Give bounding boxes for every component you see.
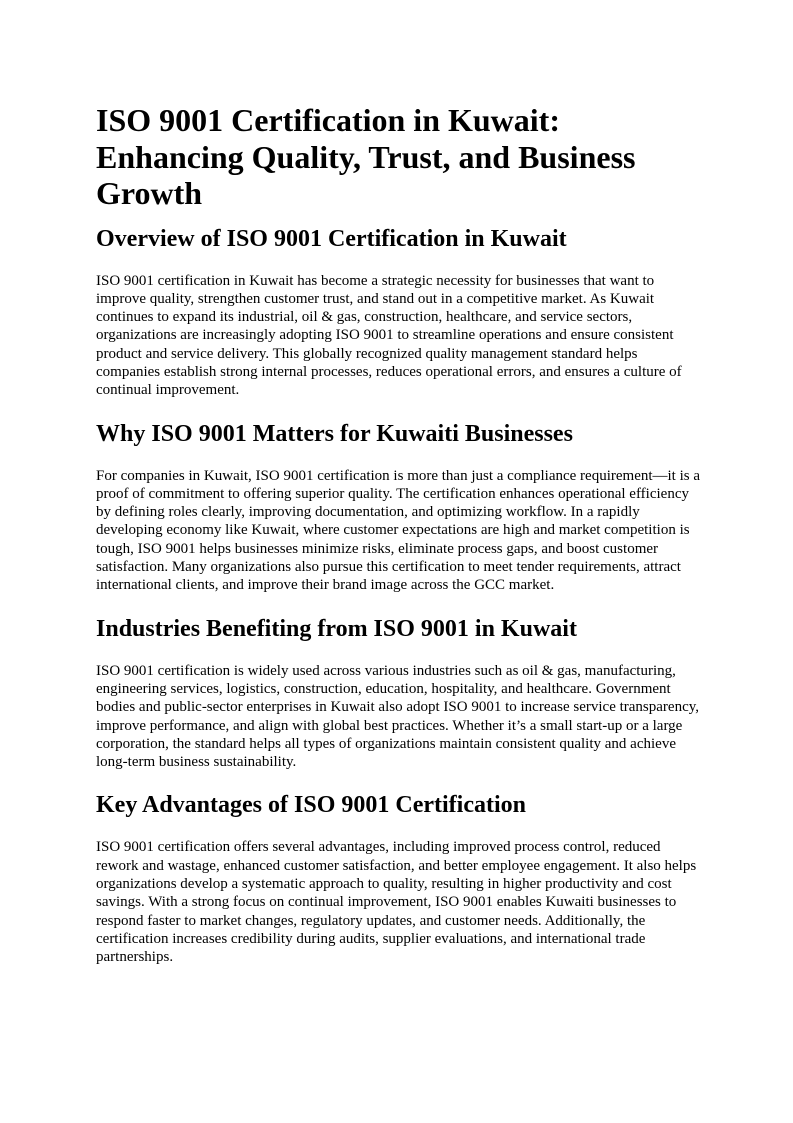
section-paragraph: ISO 9001 certification offers several advantages, including improved process control, reduced rework and wastage, enhanced customer satisfaction, and better employee engagement. It also helps organizations develop a systematic approach to quality, resulting in higher productivity and cost savings. With a strong focus on continual improvement, ISO 9001 enables Kuwaiti businesses to respond faster to market changes, regulatory updates, and customer needs. Additionally, the certification increases credibility during audits, supplier evaluations, and international trade partnerships. xyxy=(96,839,697,966)
section-advantages xyxy=(96,791,701,966)
section-paragraph: ISO 9001 certification is widely used across various industries such as oil & gas, manufacturing, engineering services, logistics, construction, education, hospitality, and healthcare. Government bodies and public-sector enterprises in Kuwait also adopt ISO 9001 to increase service transparency, improve performance, and align with global best practices. Whether it’s a small start-up or a large corporation, the standard helps all types of organizations maintain consistent quality and achieve long-term business sustainability. xyxy=(96,662,700,771)
section-industries xyxy=(96,615,701,772)
document-page xyxy=(96,102,701,987)
section-heading: Industries Benefiting from ISO 9001 in Kuwait xyxy=(96,615,577,642)
section-heading: Key Advantages of ISO 9001 Certification xyxy=(96,792,526,819)
section-heading: Overview of ISO 9001 Certification in Kuwait xyxy=(96,225,567,252)
section-why-matters xyxy=(96,420,701,595)
page-title: ISO 9001 Certification in Kuwait: Enhancing Quality, Trust, and Business Growth xyxy=(96,102,636,211)
section-paragraph: For companies in Kuwait, ISO 9001 certification is more than just a compliance requirement—it is a proof of commitment to offering superior quality. The certification enhances operational efficiency by defining roles clearly, improving documentation, and optimizing workflow. In a rapidly developing economy like Kuwait, where customer expectations are high and market competition is tough, ISO 9001 helps businesses minimize risks, eliminate process gaps, and boost customer satisfaction. Many organizations also pursue this certification to meet tender requirements, attract international clients, and improve their brand image across the GCC market. xyxy=(96,467,701,594)
section-overview xyxy=(96,225,701,400)
section-heading: Why ISO 9001 Matters for Kuwaiti Businesses xyxy=(96,420,573,447)
section-paragraph: ISO 9001 certification in Kuwait has become a strategic necessity for businesses that want to improve quality, strengthen customer trust, and stand out in a competitive market. As Kuwait continues to expand its industrial, oil & gas, construction, healthcare, and service sectors, organizations are increasingly adopting ISO 9001 to streamline operations and ensure consistent product and service delivery. This globally recognized quality management standard helps companies establish strong internal processes, reduces operational errors, and ensures a culture of continual improvement. xyxy=(96,272,682,399)
